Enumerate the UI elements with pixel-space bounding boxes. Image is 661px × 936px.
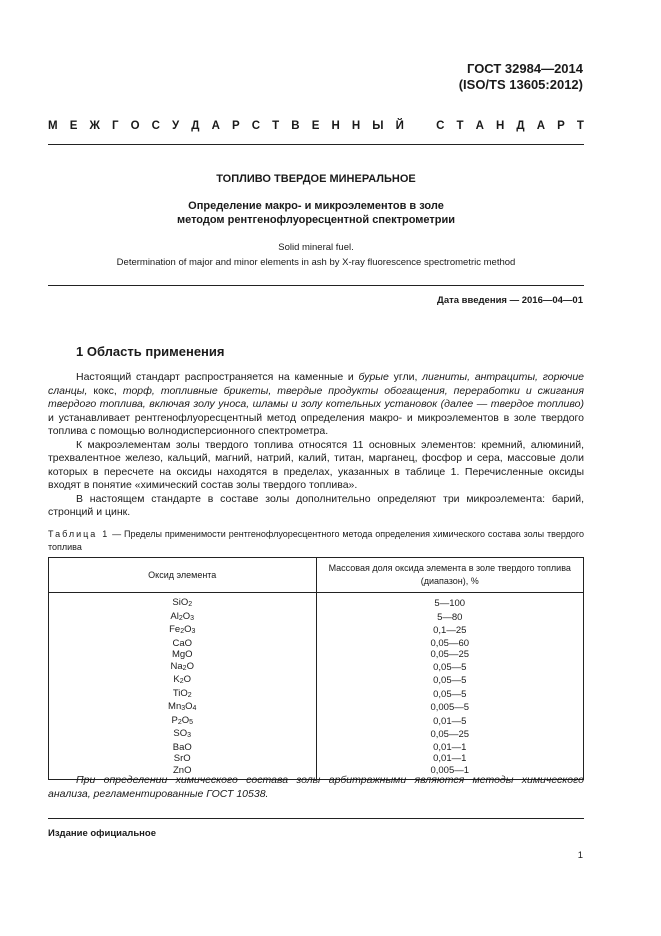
banner-letter: В (291, 120, 300, 132)
banner-letter: С (436, 120, 445, 132)
table-caption-text: — Пределы применимости рентгенофлуоресцентного метода определения химического состава золы твердого топлива (48, 529, 585, 552)
formula-text: ZnO (173, 764, 192, 776)
oxide-ranges-table (48, 557, 584, 780)
range-cell: 0,005—1 (316, 765, 584, 780)
banner-letter: Н (496, 120, 505, 132)
formula-subscript: 3 (190, 614, 195, 622)
banner-letter: Ж (89, 120, 100, 132)
oxide-cell (49, 715, 317, 729)
table-row (49, 661, 584, 675)
table-row (49, 593, 584, 611)
header-line: (диапазон), % (420, 576, 479, 586)
arbitration-note (48, 773, 584, 801)
paragraph-italic: лигниты, антрациты, горючие сланцы, (48, 371, 584, 397)
header-oxide: Оксид элемента (49, 558, 317, 593)
formula-text: K (173, 674, 180, 685)
range-cell: 0,1—25 (316, 624, 584, 638)
banner-gap (416, 120, 424, 132)
range-cell: 5—80 (316, 611, 584, 625)
table-row (49, 649, 584, 661)
range-cell: 0,01—5 (316, 715, 584, 729)
table-row (49, 624, 584, 638)
formula-text: Fe (169, 624, 181, 635)
banner-letter: Г (111, 120, 119, 132)
paragraph-italic: бурые (358, 371, 389, 383)
formula-text: O (183, 674, 192, 685)
banner-letter: Д (516, 120, 525, 132)
formula-subscript: 2 (179, 678, 184, 685)
banner-letter: С (251, 120, 261, 132)
range-cell: 0,01—1 (316, 742, 584, 754)
range-cell: 0,05—25 (316, 649, 584, 661)
paragraph-macroelements: К макроэлементам золы твердого топлива относятся 11 основных элементов: кремний, алюминий, трехвалентное железо, кальций, магний, натрий, калий, титан, марганец, фосфор и сера, массовые доли которых в пересчете на оксиды находятся в пределах, указанных в таблице 1. Перечисленные оксиды входят в понятие «химический состав золы твердого топлива». (48, 438, 584, 491)
table-row (49, 728, 584, 742)
range-cell: 0,01—1 (316, 753, 584, 765)
oxide-cell (49, 611, 317, 625)
formula-subscript: 2 (180, 628, 185, 635)
formula-text: BaO (172, 741, 192, 753)
table-row (49, 701, 584, 715)
range-cell: 0,05—25 (316, 728, 584, 742)
table-caption-label: Таблица 1 (48, 529, 110, 539)
formula-text: O (181, 714, 190, 726)
table-caption (48, 528, 584, 554)
formula-text: O (182, 610, 191, 622)
iso-reference: (ISO/TS 13605:2012) (458, 77, 583, 92)
banner-letter: Т (272, 120, 280, 132)
paragraph-italic: торф, топливные брикеты, твердые продукты обогащения, переработки и сжигания твердого топлива, включая золу уноса, шламы и золу котельных установок (далее — твердое топливо) (48, 384, 584, 410)
english-title-line-2: Determination of major and minor elements in ash by X-ray fluorescence spectrometric method (116, 257, 516, 268)
banner-letter: Н (331, 120, 340, 132)
formula-subscript: 3 (187, 732, 192, 739)
banner-letter: С (151, 120, 160, 132)
formula-text: P (171, 714, 178, 726)
table-row (49, 611, 584, 625)
formula-text: O (184, 624, 192, 635)
english-title (48, 240, 584, 270)
formula-text: CaO (172, 637, 193, 649)
formula-subscript: 2 (187, 691, 192, 699)
formula-subscript: 4 (192, 705, 197, 712)
oxide-cell (49, 701, 317, 715)
oxide-cell (49, 661, 317, 675)
paragraph-text: угли, (388, 371, 423, 383)
formula-text: SiO (172, 597, 189, 608)
formula-subscript: 2 (178, 614, 183, 622)
english-title-line-1: Solid mineral fuel. (278, 242, 354, 253)
range-cell: 0,05—60 (316, 638, 584, 650)
formula-subscript: 2 (177, 718, 182, 726)
table-row (49, 715, 584, 729)
formula-text: O (186, 660, 194, 672)
document-title: ТОПЛИВО ТВЕРДОЕ МИНЕРАЛЬНОЕ (216, 173, 416, 185)
banner-letter: У (172, 120, 180, 132)
subtitle-line-2: методом рентгенофлуоресцентной спектрометрии (176, 214, 456, 226)
formula-text: SrO (173, 753, 191, 764)
table-row (49, 674, 584, 688)
title-divider (48, 285, 584, 286)
paragraph-text: Настоящий стандарт распространяется на каменные и (76, 371, 359, 383)
banner-letter: Д (191, 120, 200, 132)
section-heading: 1 Область применения (76, 344, 225, 359)
subtitle-line-1: Определение макро- и микроэлементов в золе (188, 200, 444, 212)
oxide-cell (49, 593, 317, 611)
formula-subscript: 2 (182, 664, 187, 672)
oxide-cell (49, 728, 317, 742)
banner-letter: Р (557, 120, 565, 132)
banner-letter: А (475, 120, 484, 132)
table-row (49, 742, 584, 754)
paragraph-scope (48, 371, 584, 439)
formula-subscript: 2 (188, 601, 193, 608)
document-subtitle (48, 199, 584, 227)
range-cell: 0,05—5 (316, 661, 584, 675)
banner-letter: Й (395, 120, 404, 132)
table-row (49, 753, 584, 765)
range-cell: 0,005—5 (316, 701, 584, 715)
banner-letter: Н (351, 120, 361, 132)
oxide-cell (49, 674, 317, 688)
oxide-cell (49, 688, 317, 702)
oxide-cell (49, 742, 317, 754)
header-line: Массовая доля оксида элемента в золе твердого топлива (328, 563, 571, 573)
banner-letter: Е (311, 120, 320, 132)
banner-letter: О (130, 120, 140, 132)
oxide-cell (49, 649, 317, 661)
formula-subscript: 5 (189, 718, 194, 726)
page-number: 1 (577, 850, 583, 861)
paragraph-text: кокс, (87, 384, 123, 397)
formula-text: Al (170, 610, 179, 622)
formula-subscript: 3 (181, 705, 186, 712)
table-row (49, 638, 584, 650)
oxide-cell (49, 753, 317, 765)
formula-text: MgO (171, 649, 193, 660)
header-divider (48, 144, 584, 145)
banner-letter: Т (456, 120, 464, 132)
banner-letter: Ы (372, 120, 384, 132)
banner-letter: Т (576, 120, 584, 132)
formula-text: O (185, 701, 193, 712)
range-cell: 5—100 (316, 593, 584, 611)
formula-text: TiO (172, 687, 188, 699)
formula-text: Na (170, 660, 183, 672)
banner-letter: Р (231, 120, 240, 132)
formula-subscript: 3 (191, 628, 196, 635)
oxide-cell (49, 624, 317, 638)
footer-divider (48, 818, 584, 819)
banner-letter: М (48, 120, 58, 132)
oxide-cell (49, 638, 317, 650)
range-cell: 0,05—5 (316, 688, 584, 702)
paragraph-microelements: В настоящем стандарте в составе золы дополнительно определяют три микроэлемента: барий, стронций и цинк. (48, 492, 584, 518)
paragraph-text: и устанавливает рентгенофлуоресцентный метод определения макро- и микроэлементов в золе твердого топлива с помощью волнодисперсионного спектрометра. (48, 411, 584, 437)
official-edition: Издание официальное (48, 828, 156, 839)
note-text: При определении химического состава золы арбитражными являются методы химического анализа, регламентированные ГОСТ 10538. (48, 774, 584, 800)
section-body (48, 371, 584, 520)
formula-text: Mn (168, 701, 182, 712)
banner-letter: А (211, 120, 220, 132)
formula-text: SO (173, 728, 188, 739)
banner-letter: Е (69, 120, 78, 132)
header-mass-fraction (316, 558, 584, 593)
banner-letter: А (536, 120, 546, 132)
standard-number: ГОСТ 32984—2014 (467, 61, 583, 76)
standard-type-banner (48, 120, 584, 132)
table-row (49, 688, 584, 702)
introduction-date: Дата введения — 2016—04—01 (437, 295, 583, 306)
range-cell: 0,05—5 (316, 674, 584, 688)
